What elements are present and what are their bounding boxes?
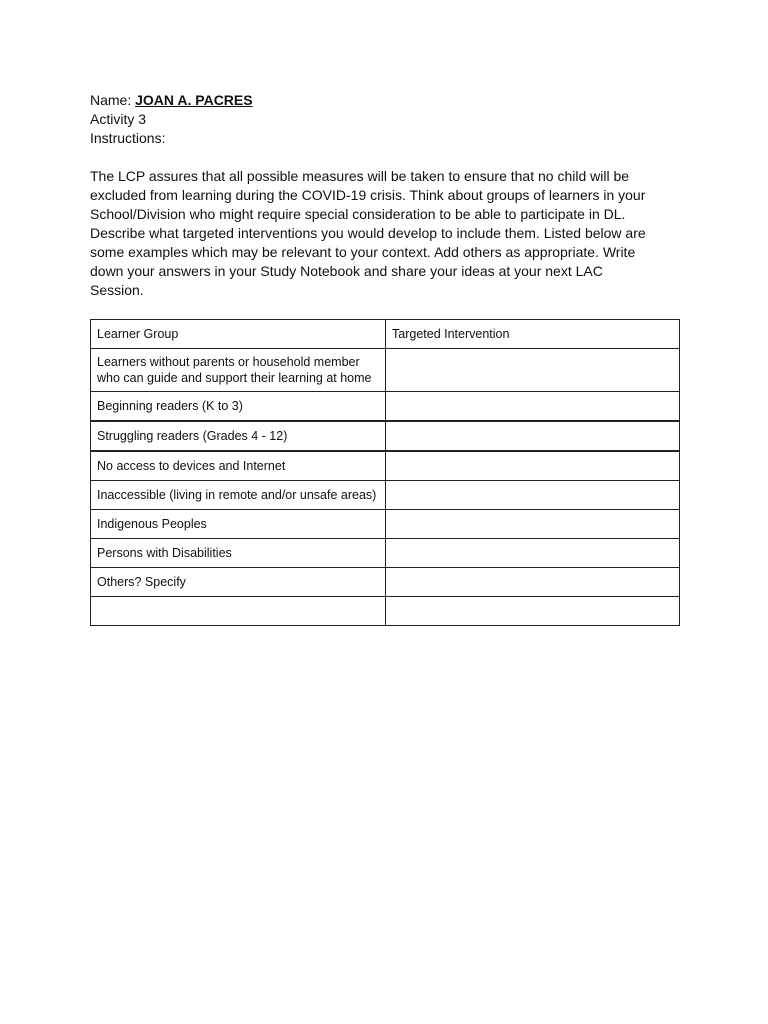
intervention-cell[interactable] <box>386 481 680 510</box>
table-row <box>91 421 680 451</box>
intervention-cell[interactable] <box>386 349 680 392</box>
learner-group-cell: Learners without parents or household member who can guide and support their learning at home <box>91 349 386 392</box>
activity-title: Activity 3 <box>90 111 147 127</box>
learner-group-cell: Others? Specify <box>91 568 386 597</box>
intervention-cell[interactable] <box>386 597 680 626</box>
learner-group-cell: Inaccessible (living in remote and/or unsafe areas) <box>91 481 386 510</box>
table-row <box>91 349 680 392</box>
table-row <box>91 510 680 539</box>
table-row <box>91 451 680 481</box>
name-label: Name: <box>90 92 136 108</box>
intervention-cell[interactable] <box>386 568 680 597</box>
learner-group-cell[interactable] <box>91 597 386 626</box>
table-row <box>91 539 680 568</box>
learner-group-cell: No access to devices and Internet <box>91 451 386 481</box>
intervention-cell[interactable] <box>386 539 680 568</box>
instructions-label: Instructions: <box>90 130 166 146</box>
table-row <box>91 392 680 422</box>
table-row <box>91 597 680 626</box>
table-row <box>91 568 680 597</box>
name-line <box>90 91 680 110</box>
learner-group-cell: Persons with Disabilities <box>91 539 386 568</box>
document-header <box>90 91 680 314</box>
intervention-cell[interactable] <box>386 510 680 539</box>
intervention-cell[interactable] <box>386 392 680 422</box>
header-learner-group: Learner Group <box>91 320 386 349</box>
intervention-cell[interactable] <box>386 451 680 481</box>
name-value: JOAN A. PACRES <box>135 92 253 108</box>
learner-group-cell: Indigenous Peoples <box>91 510 386 539</box>
header-targeted-intervention: Targeted Intervention <box>386 320 680 349</box>
learner-group-cell: Struggling readers (Grades 4 - 12) <box>91 421 386 451</box>
instructions-text: The LCP assures that all possible measures will be taken to ensure that no child will be excluded from learning during the COVID-19 crisis. Think about groups of learners in your School/Division who might require special consideration to be able to participate in DL. Describe what targeted interventions you would develop to include them. Listed below are some examples which may be relevant to your context. Add others as appropriate. Write down your answers in your Study Notebook and share your ideas at your next LAC Session. <box>90 168 646 298</box>
learner-group-cell: Beginning readers (K to 3) <box>91 392 386 422</box>
table-row <box>91 481 680 510</box>
table-header-row <box>91 320 680 349</box>
intervention-cell[interactable] <box>386 421 680 451</box>
intervention-table <box>90 319 680 626</box>
